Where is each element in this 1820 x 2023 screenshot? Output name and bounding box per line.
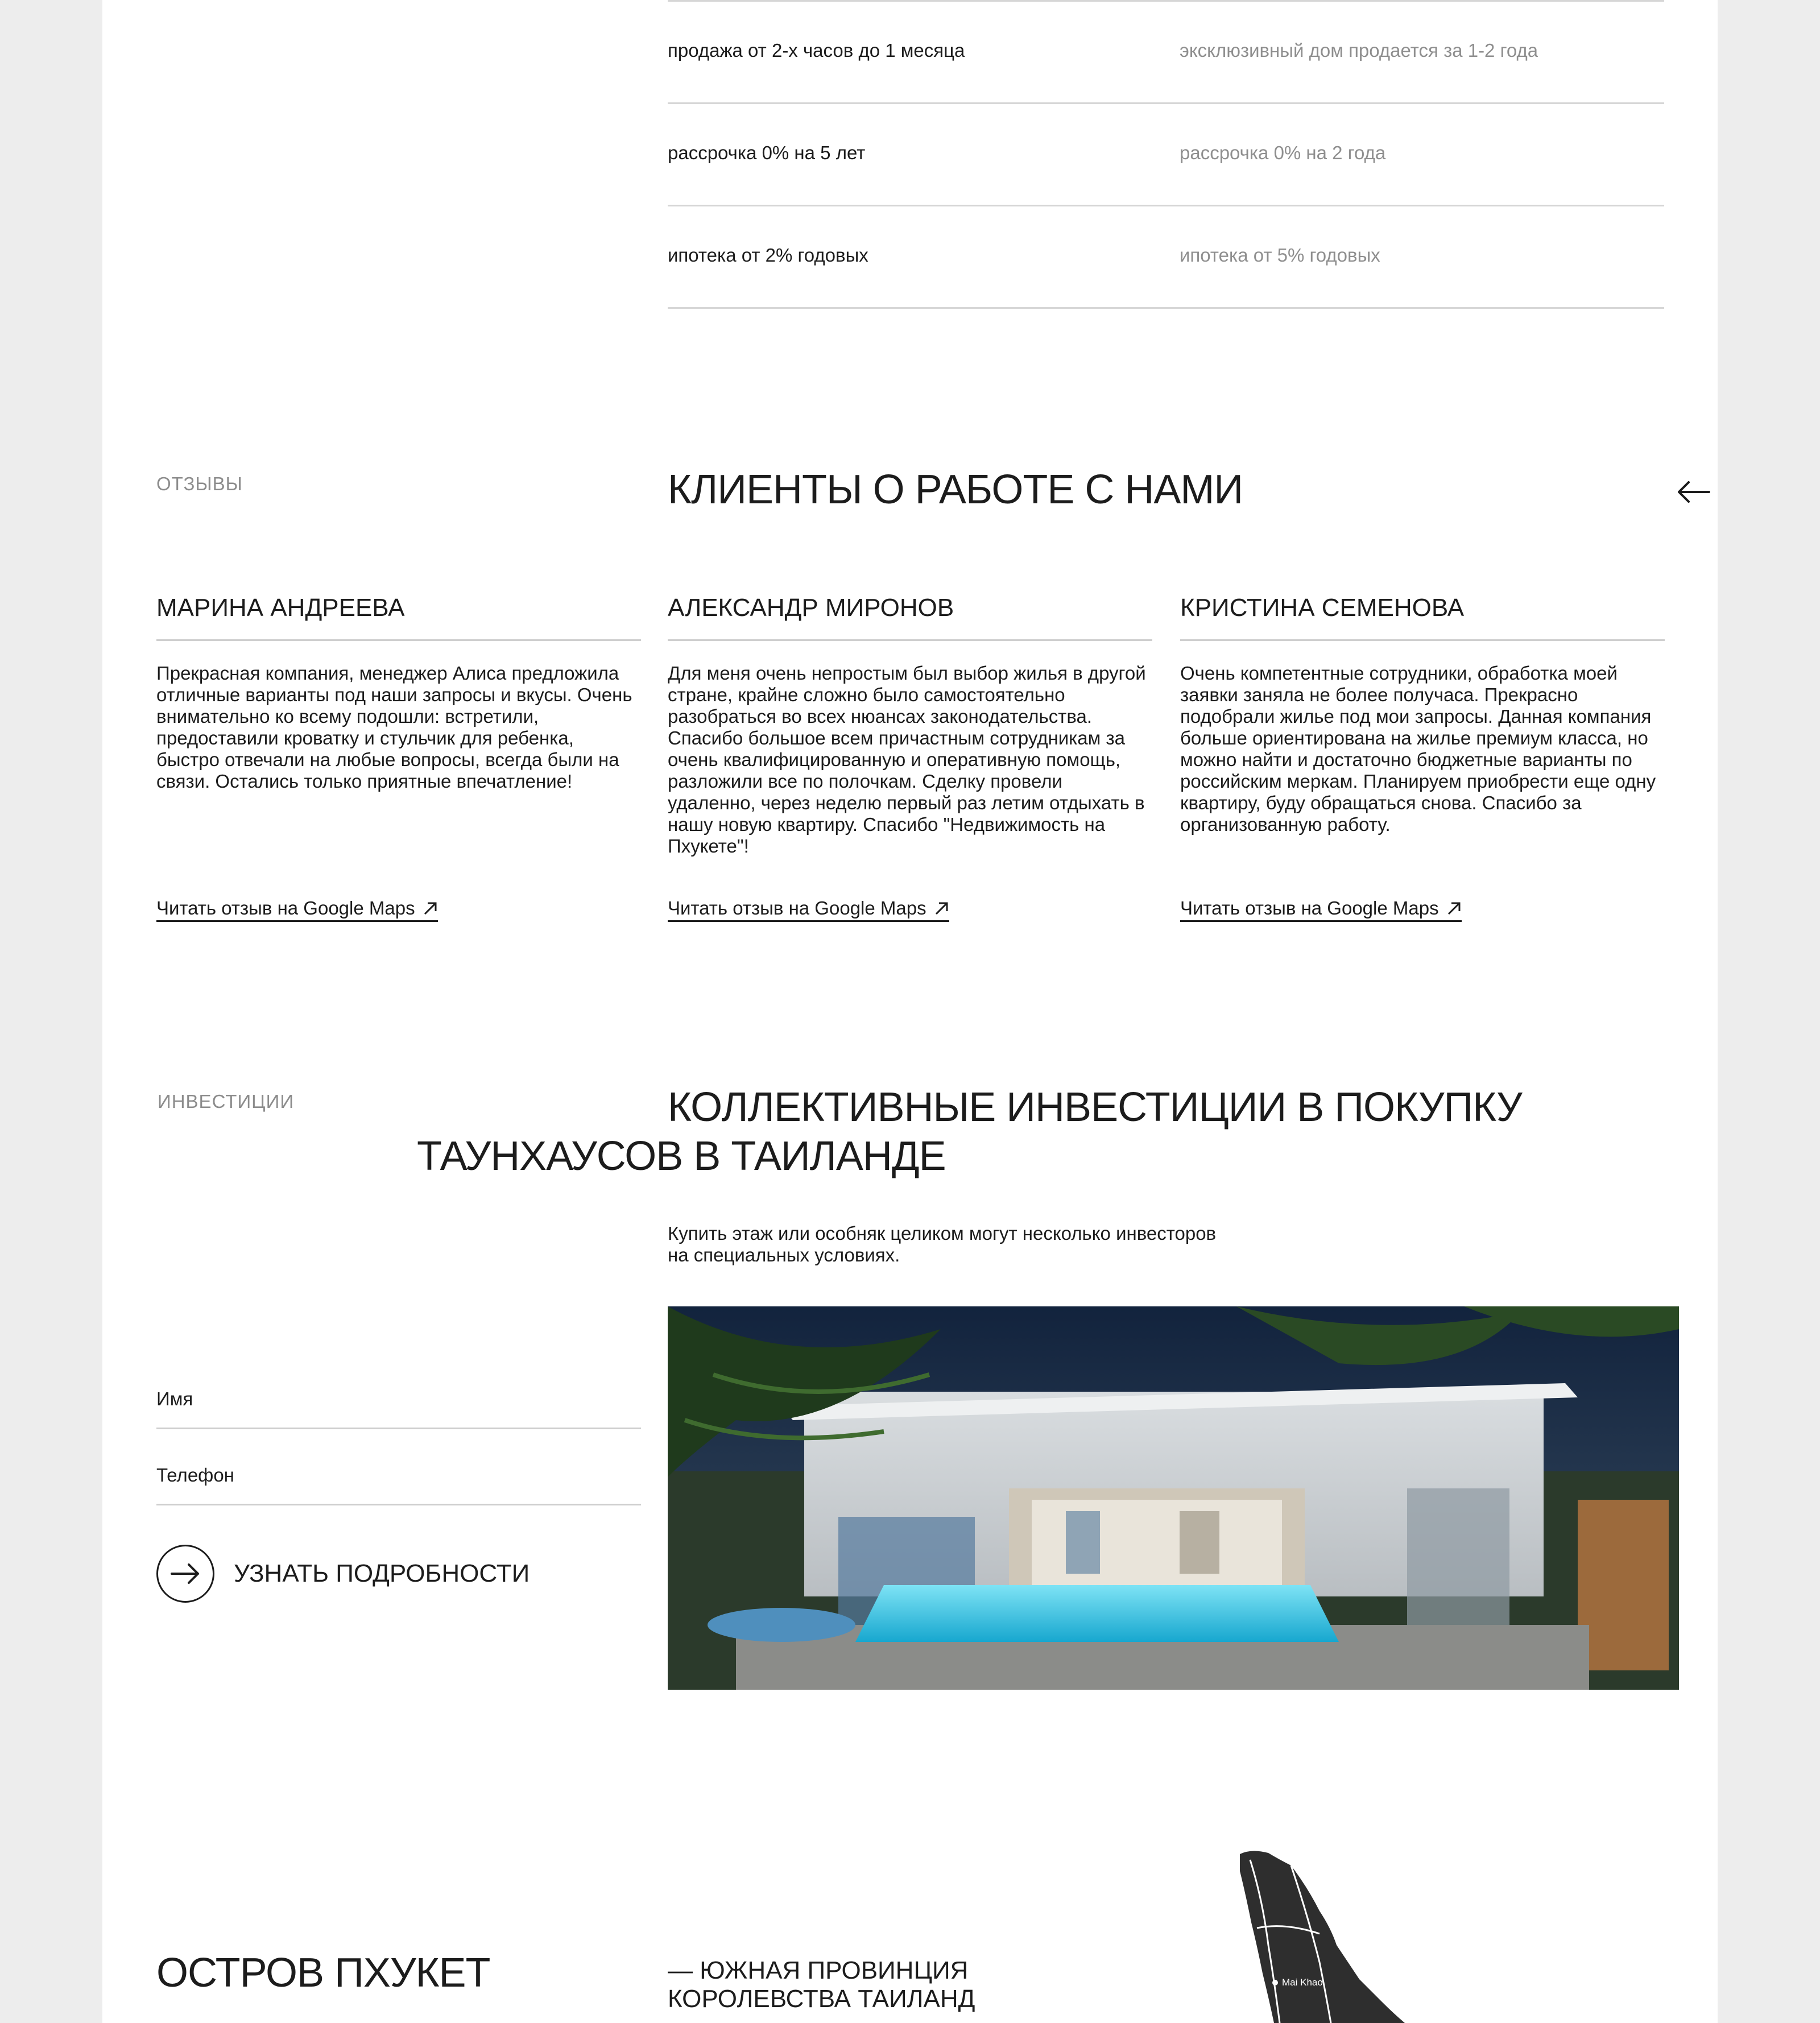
investments-title-line1: КОЛЛЕКТИВНЫЕ ИНВЕСТИЦИИ В ПОКУПКУ <box>668 1085 1522 1130</box>
arrow-right-icon <box>171 1562 200 1585</box>
comparison-ours: ипотека от 2% годовых <box>668 245 868 266</box>
investments-title-line2: ТАУНХАУСОВ В ТАИЛАНДЕ <box>417 1133 946 1179</box>
review-text: Очень компетентные сотрудники, обработка моей заявки заняла не более получаса. Прекрасно подобрали жилье под мои запросы. Данная компания больше ориентирована на жилье премиум класса, но можно найти и достаточно бюджетные варианты по российским меркам. Планируем приобрести еще одну квартиру, буду обращаться снова. Спасибо за организованную работу. <box>1180 663 1656 835</box>
comparison-theirs: ипотека от 5% годовых <box>1180 245 1380 266</box>
comparison-ours: рассрочка 0% на 5 лет <box>668 142 866 163</box>
review-google-maps-link[interactable] <box>668 897 949 922</box>
villa-photo <box>668 1306 1679 1690</box>
learn-more-button[interactable] <box>156 1545 530 1603</box>
review-text: Прекрасная компания, менеджер Алиса предложила отличные варианты под наши запросы и вкусы. Очень внимательно ко всему подошли: встретили, предоставили кроватку и стульчик для ребенка, быстро отвечали на любые вопросы, всегда были на связи. Остались только приятные впечатление! <box>156 663 632 792</box>
page <box>102 0 1718 2023</box>
review-link-label: Читать отзыв на Google Maps <box>668 897 926 919</box>
review-google-maps-link[interactable] <box>1180 897 1462 922</box>
reviews-prev-button[interactable] <box>1674 472 1714 512</box>
phuket-subtitle <box>668 1956 975 2013</box>
name-field <box>156 1385 641 1429</box>
cta-circle <box>156 1545 214 1603</box>
review-card <box>1180 591 1665 835</box>
phuket-title: ОСТРОВ ПХУКЕТ <box>156 1950 490 1996</box>
review-author: АЛЕКСАНДР МИРОНОВ <box>668 591 1152 641</box>
review-card <box>668 591 1152 857</box>
review-author: МАРИНА АНДРЕЕВА <box>156 591 641 641</box>
comparison-row <box>668 205 1664 309</box>
map-marker <box>1272 1980 1278 1985</box>
review-card <box>156 591 641 792</box>
comparison-theirs: рассрочка 0% на 2 года <box>1180 142 1386 163</box>
external-arrow-icon <box>423 901 438 916</box>
cta-label: УЗНАТЬ ПОДРОБНОСТИ <box>234 1559 530 1587</box>
review-text: Для меня очень непростым был выбор жилья в другой стране, крайне сложно было самостоятельно разобраться во всех нюансах законодательства. Спасибо большое всем причастным сотрудникам за очень квалифицированную и оперативную помощь, разложили все по полочкам. Сделку провели удаленно, через неделю первый раз летим отдыхать в нашу новую квартиру. Спасибо "Недвижимость на Пхукете"! <box>668 663 1146 857</box>
map-label: Mai Khao <box>1282 1977 1323 1988</box>
phuket-subtitle-line: — ЮЖНАЯ ПРОВИНЦИЯ <box>668 1956 969 1984</box>
review-author: КРИСТИНА СЕМЕНОВА <box>1180 591 1665 641</box>
external-arrow-icon <box>934 901 949 916</box>
reviews-title: КЛИЕНТЫ О РАБОТЕ С НАМИ <box>668 467 1243 512</box>
phone-input[interactable] <box>156 1464 641 1486</box>
comparison-row <box>668 102 1664 206</box>
investments-eyebrow: ИНВЕСТИЦИИ <box>158 1091 295 1112</box>
name-input[interactable] <box>156 1388 641 1410</box>
investments-description-line: на специальных условиях. <box>668 1244 900 1265</box>
phuket-subtitle-line: КОРОЛЕВСТВА ТАИЛАНД <box>668 1985 975 2013</box>
comparison-theirs: эксклюзивный дом продается за 1-2 года <box>1180 40 1538 61</box>
comparison-row <box>668 0 1664 104</box>
review-link-label: Читать отзыв на Google Maps <box>1180 897 1439 919</box>
phuket-map <box>1234 1848 1428 2023</box>
external-arrow-icon <box>1447 901 1462 916</box>
review-google-maps-link[interactable] <box>156 897 438 922</box>
arrow-left-icon <box>1677 481 1710 503</box>
comparison-ours: продажа от 2-х часов до 1 месяца <box>668 40 965 61</box>
investments-description-line: Купить этаж или особняк целиком могут несколько инвесторов <box>668 1223 1217 1244</box>
investments-description <box>668 1223 1216 1266</box>
reviews-eyebrow: ОТЗЫВЫ <box>156 473 243 494</box>
review-link-label: Читать отзыв на Google Maps <box>156 897 415 919</box>
phone-field <box>156 1462 641 1505</box>
